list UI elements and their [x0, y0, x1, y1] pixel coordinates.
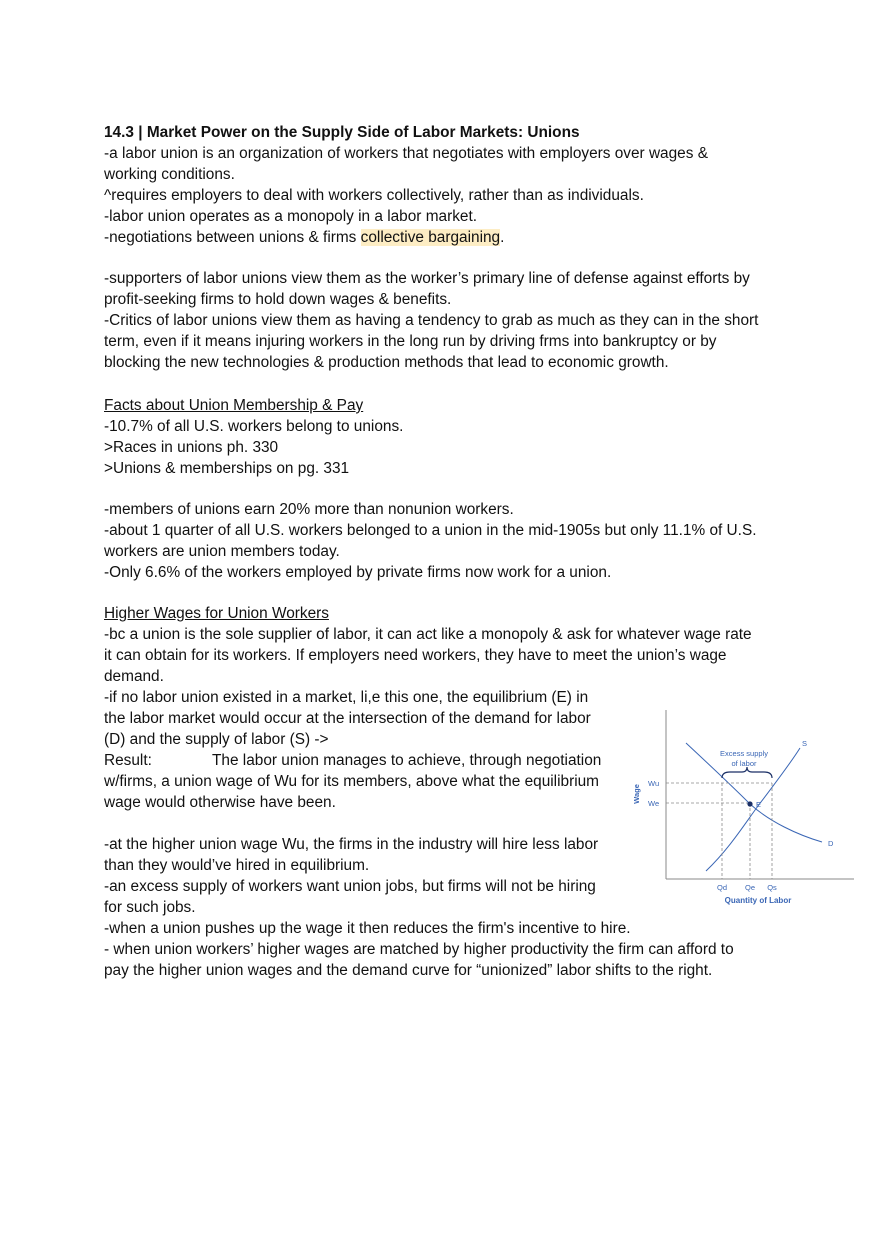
paragraph-line: pay the higher union wages and the demand curve for “unionized” labor shifts to the right.	[104, 962, 713, 979]
paragraph-line: than they would’ve hired in equilibrium.	[104, 857, 370, 874]
paragraph-line: -if no labor union existed in a market, li,e this one, the equilibrium (E) in	[104, 689, 589, 706]
union-wage-diagram	[630, 708, 860, 914]
paragraph-line: -at the higher union wage Wu, the firms in the industry will hire less labor	[104, 836, 599, 853]
we-axis-label: We	[648, 799, 660, 808]
demand-label: D	[828, 839, 834, 848]
paragraph-line: working conditions.	[104, 166, 235, 183]
paragraph-line: -supporters of labor unions view them as the worker’s primary line of defense against efforts by	[104, 270, 750, 287]
paragraph-line: -labor union operates as a monopoly in a labor market.	[104, 208, 478, 225]
paragraph-line: wage would otherwise have been.	[104, 794, 336, 811]
paragraph-line: for such jobs.	[104, 899, 196, 916]
paragraph-line: -10.7% of all U.S. workers belong to unions.	[104, 418, 404, 435]
paragraph-line: it can obtain for its workers. If employers need workers, they have to meet the union’s wage	[104, 647, 727, 664]
paragraph-line: -when a union pushes up the wage it then reduces the firm's incentive to hire.	[104, 920, 631, 937]
equilibrium-label: E	[756, 800, 762, 809]
paragraph-line	[104, 751, 601, 772]
paragraph-line: ^requires employers to deal with workers collectively, rather than as individuals.	[104, 187, 644, 204]
qs-axis-label: Qs	[767, 883, 777, 892]
paragraph-line: workers are union members today.	[104, 543, 340, 560]
paragraph-text: -negotiations between unions & firms	[104, 229, 361, 246]
qd-axis-label: Qd	[716, 883, 728, 892]
supply-label: S	[802, 739, 808, 748]
wu-axis-label: Wu	[648, 779, 660, 788]
result-label: Result:	[104, 752, 152, 769]
paragraph-line: blocking the new technologies & production methods that lead to economic growth.	[104, 354, 669, 371]
paragraph-line: -members of unions earn 20% more than nonunion workers.	[104, 501, 514, 518]
paragraph-line: profit-seeking firms to hold down wages & benefits.	[104, 291, 452, 308]
paragraph-line: -an excess supply of workers want union jobs, but firms will not be hiring	[104, 878, 596, 895]
excess-supply-label: of labor	[731, 759, 757, 768]
equilibrium-point	[747, 801, 752, 806]
x-axis-title: Quantity of Labor	[724, 896, 792, 905]
paragraph-line: -about 1 quarter of all U.S. workers belonged to a union in the mid-1905s but only 11.1% of U.S.	[104, 522, 757, 539]
paragraph-line: demand.	[104, 668, 164, 685]
paragraph-line: w/firms, a union wage of Wu for its members, above what the equilibrium	[104, 773, 599, 790]
paragraph-line: the labor market would occur at the intersection of the demand for labor	[104, 710, 591, 727]
wages-heading: Higher Wages for Union Workers	[104, 605, 329, 622]
highlighted-term: collective bargaining	[360, 229, 501, 246]
paragraph-line: -Critics of labor unions view them as having a tendency to grab as much as they can in the short	[104, 312, 759, 329]
paragraph-line: >Unions & memberships on pg. 331	[104, 460, 350, 477]
paragraph-line: term, even if it means injuring workers in the long run by driving frms into bankruptcy or by	[104, 333, 717, 350]
paragraph-text: The labor union manages to achieve, through negotiation	[212, 752, 602, 769]
qe-axis-label: Qe	[744, 883, 756, 892]
paragraph-line: -Only 6.6% of the workers employed by private firms now work for a union.	[104, 564, 612, 581]
paragraph-line: (D) and the supply of labor (S) ->	[104, 731, 329, 748]
section-title: 14.3 | Market Power on the Supply Side of Labor Markets: Unions	[104, 124, 580, 141]
paragraph-line: -bc a union is the sole supplier of labor, it can act like a monopoly & ask for whatever wage rate	[104, 626, 752, 643]
paragraph-line	[104, 228, 504, 249]
paragraph-line: - when union workers’ higher wages are matched by higher productivity the firm can afford to	[104, 941, 734, 958]
y-axis-title: Wage	[632, 784, 641, 804]
excess-supply-brace	[722, 767, 772, 778]
paragraph-line: -a labor union is an organization of workers that negotiates with employers over wages &	[104, 145, 708, 162]
excess-supply-label: Excess supply	[720, 749, 768, 758]
facts-heading: Facts about Union Membership & Pay	[104, 397, 364, 414]
paragraph-text: .	[500, 229, 505, 246]
paragraph-line: >Races in unions ph. 330	[104, 439, 279, 456]
